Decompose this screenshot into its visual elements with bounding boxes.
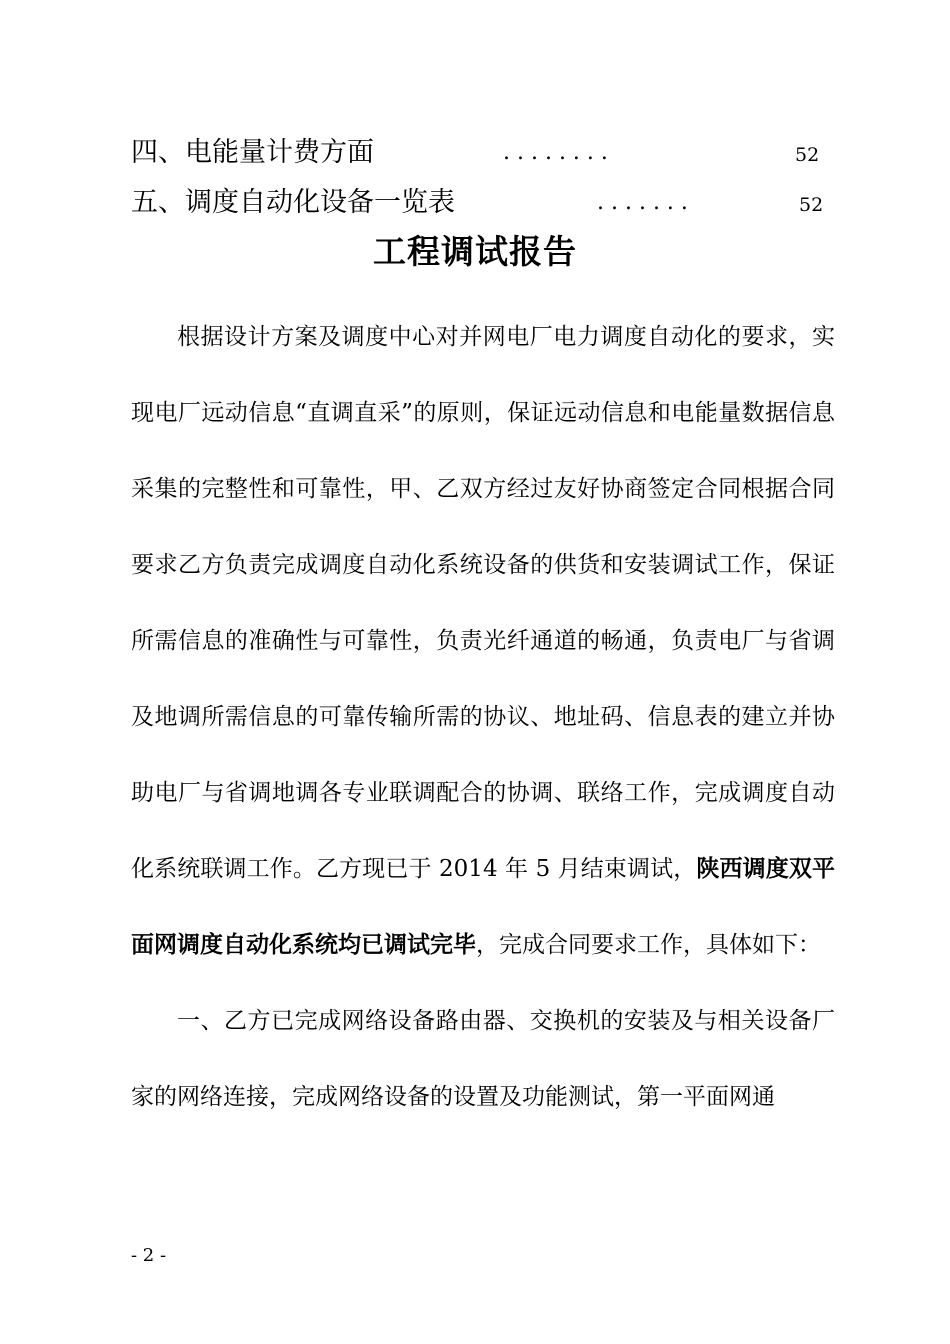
toc-item-5 (131, 183, 831, 223)
toc-item-title: 五、调度自动化设备一览表 (131, 187, 455, 218)
bold-statement: 陕西调度双平面网调度自动化系统均已调试完毕 (131, 855, 835, 958)
paragraph-text: 根据设计方案及调度中心对并网电厂电力调度自动化的要求，实现电厂远动信息“直调直采”的原则，保证远动信息和电能量数据信息采集的完整性和可靠性，甲、乙双方经过友好协商签定合同根据合同要求乙方负责完成调度自动化系统设备的供货和安装调试工作，保证所需信息的准确性与可靠性，负责光纤通道的畅通，负责电厂与省调及地调所需信息的可靠传输所需的协议、地址码、信息表的建立并协助电厂与省调地调各专业联调配合的协调、联络工作，完成调度自动化系统联调工作。乙方现已于 2014 年 5 月结束调试， (131, 324, 835, 882)
body-paragraph-2: 一、乙方已完成网络设备路由器、交换机的安装及与相关设备厂家的网络连接，完成网络设备的设置及功能测试，第一平面网通 (131, 1008, 835, 1110)
paragraph-text: ，完成合同要求工作，具体如下： (476, 932, 821, 958)
toc-page-number: 52 (795, 144, 820, 166)
body-paragraph-1 (131, 299, 835, 983)
report-body (131, 299, 835, 1135)
toc-item-4 (131, 133, 831, 173)
toc-leader-dots: . . . . . . . (597, 190, 688, 215)
toc-item-title: 四、电能量计费方面 (131, 137, 374, 168)
toc-page-number: 52 (799, 194, 824, 216)
toc-leader-dots: . . . . . . . . (503, 140, 608, 165)
report-title: 工程调试报告 (373, 232, 577, 271)
page-number: - 2 - (131, 1245, 167, 1266)
